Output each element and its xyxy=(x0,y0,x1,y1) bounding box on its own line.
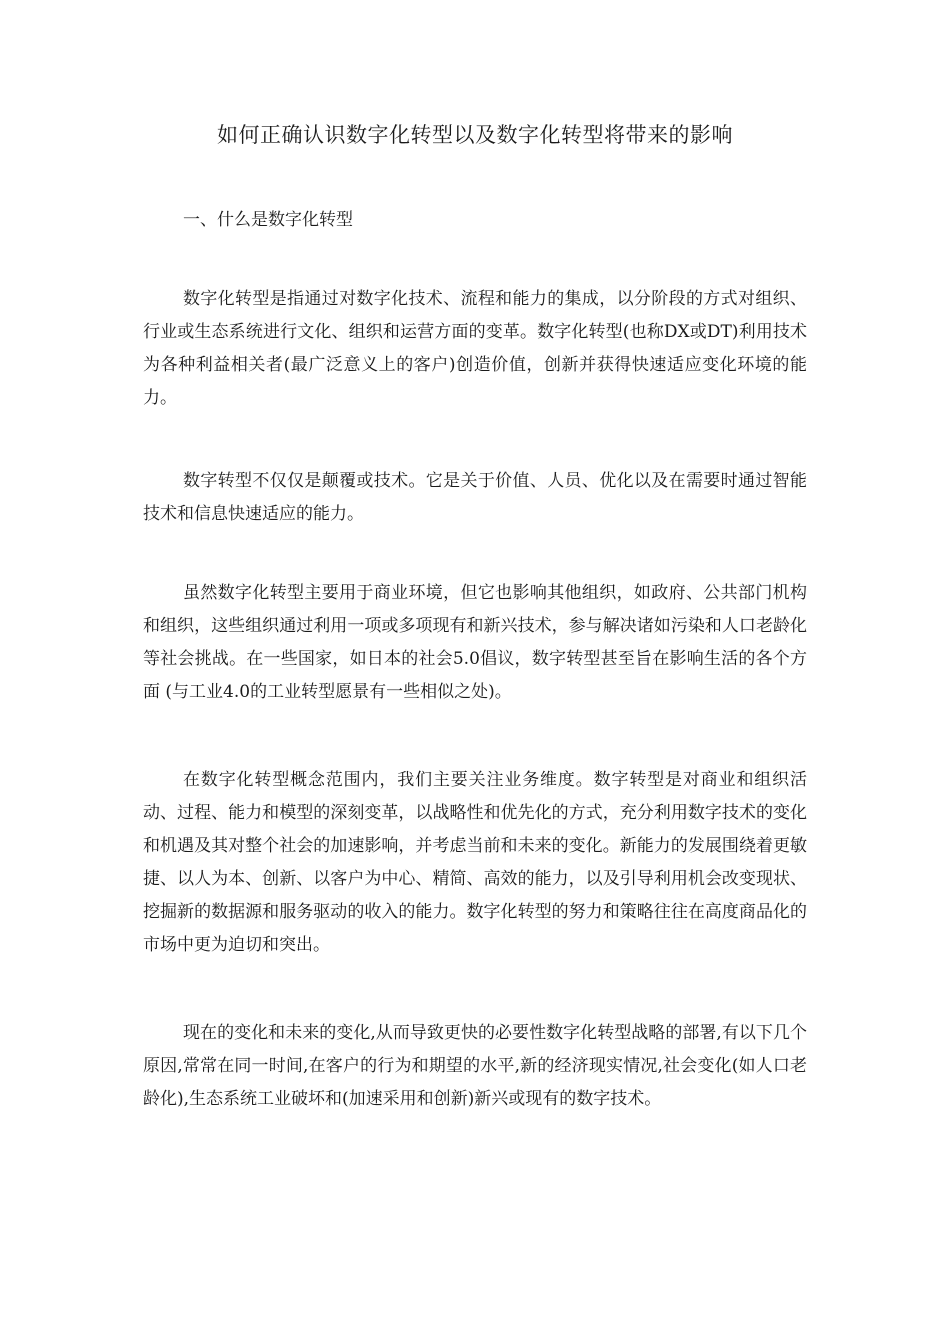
paragraph: 数字化转型是指通过对数字化技术、流程和能力的集成，以分阶段的方式对组织、行业或生态系统进行文化、组织和运营方面的变革。数字化转型(也称DX或DT)利用技术为各种利益相关者(最广泛意义上的客户)创造价值，创新并获得快速适应变化环境的能力。 xyxy=(143,289,807,408)
section-heading: 一、什么是数字化转型 xyxy=(183,210,353,230)
document-title: 如何正确认识数字化转型以及数字化转型将带来的影响 xyxy=(217,123,733,147)
paragraph: 数字转型不仅仅是颠覆或技术。它是关于价值、人员、优化以及在需要时通过智能技术和信息快速适应的能力。 xyxy=(143,471,807,524)
paragraph: 现在的变化和未来的变化,从而导致更快的必要性数字化转型战略的部署,有以下几个原因,常常在同一时间,在客户的行为和期望的水平,新的经济现实情况,社会变化(如人口老龄化),生态系统工业破坏和(加速采用和创新)新兴或现有的数字技术。 xyxy=(143,1023,807,1109)
paragraph: 虽然数字化转型主要用于商业环境，但它也影响其他组织，如政府、公共部门机构和组织，这些组织通过利用一项或多项现有和新兴技术，参与解决诸如污染和人口老龄化等社会挑战。在一些国家，如日本的社会5.0倡议，数字转型甚至旨在影响生活的各个方面 (与工业4.0的工业转型愿景有一些相似之处)。 xyxy=(143,583,807,702)
paragraph: 在数字化转型概念范围内，我们主要关注业务维度。数字转型是对商业和组织活动、过程、能力和模型的深刻变革，以战略性和优先化的方式，充分利用数字技术的变化和机遇及其对整个社会的加速影响，并考虑当前和未来的变化。新能力的发展围绕着更敏捷、以人为本、创新、以客户为中心、精简、高效的能力，以及引导利用机会改变现状、挖掘新的数据源和服务驱动的收入的能力。数字化转型的努力和策略往往在高度商品化的市场中更为迫切和突出。 xyxy=(143,770,807,955)
